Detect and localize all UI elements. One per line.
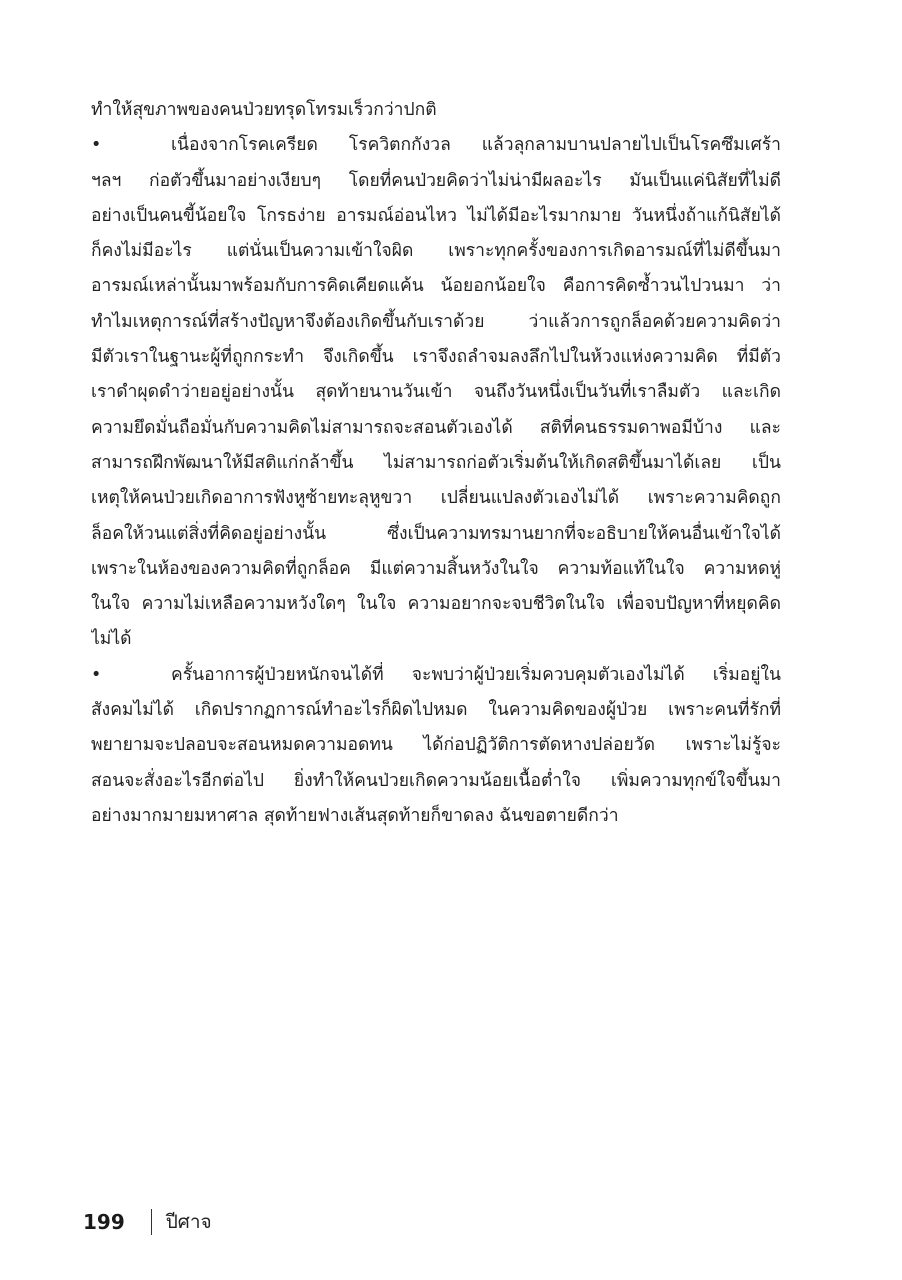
paragraph-1-line: มีตัวเราในฐานะผู้ที่ถูกกระทำ จึงเกิดขึ้น เราจึงถลำจมลงลึกไปในห้วงแห่งความคิด ที่มีตัว <box>91 347 781 368</box>
paragraph-2-line: พยายามจะปลอบจะสอนหมดความอดทน ได้ก่อปฏิวัติการตัดหางปล่อยวัด เพราะไม่รู้จะ <box>91 735 781 756</box>
paragraph-1-line: ก็คงไม่มีอะไร แต่นั่นเป็นความเข้าใจผิด เพราะทุกครั้งของการเกิดอารมณ์ที่ไม่ดีขึ้นมา <box>91 241 781 262</box>
bullet-icon: • <box>91 135 102 156</box>
paragraph-1-line: อย่างเป็นคนขี้น้อยใจ โกรธง่าย อารมณ์อ่อนไหว ไม่ได้มีอะไรมากมาย วันหนึ่งถ้าแก้นิสัยได้ <box>91 205 781 226</box>
paragraph-1-line: ทำไมเหตุการณ์ที่สร้างปัญหาจึงต้องเกิดขึ้นกับเราด้วย ว่าแล้วการถูกล็อคด้วยความคิดว่า <box>91 311 781 332</box>
paragraph-1-line: ความยึดมั่นถือมั่นกับความคิดไม่สามารถจะสอนตัวเองได้ สติที่คนธรรมดาพอมีบ้าง และ <box>91 417 781 438</box>
paragraph-2-first-line <box>91 658 781 693</box>
paragraph-1-line: ไม่ได้ <box>91 629 132 650</box>
body-text <box>91 93 781 834</box>
footer-divider <box>151 1209 152 1235</box>
paragraph-1-line: เราดำผุดดำว่ายอยู่อย่างนั้น สุดท้ายนานวันเข้า จนถึงวันหนึ่งเป็นวันที่เราลืมตัว และเกิด <box>91 382 781 403</box>
paragraph-1-line: ล็อคให้วนแต่สิ่งที่คิดอยู่อย่างนั้น ซึ่งเป็นความทรมานยากที่จะอธิบายให้คนอื่นเข้าใจได้ <box>91 523 781 544</box>
bullet-icon: • <box>91 664 102 685</box>
paragraph-1-line: เหตุให้คนป่วยเกิดอาการฟังหูซ้ายทะลุหูขวา เปลี่ยนแปลงตัวเองไม่ได้ เพราะความคิดถูก <box>91 488 781 509</box>
paragraph-1-first-line <box>91 128 781 163</box>
paragraph-1-line: ฯลฯ ก่อตัวขึ้นมาอย่างเงียบๆ โดยที่คนป่วยคิดว่าไม่น่ามีผลอะไร มันเป็นแค่นิสัยที่ไม่ดี <box>91 170 781 191</box>
intro-line: ทำให้สุขภาพของคนป่วยทรุดโทรมเร็วกว่าปกติ <box>91 100 437 120</box>
page-footer <box>83 1207 212 1237</box>
paragraph-1-line: ในใจ ความไม่เหลือความหวังใดๆ ในใจ ความอยากจะจบชีวิตในใจ เพื่อจบปัญหาที่หยุดคิด <box>91 594 781 615</box>
paragraph-1-lead-text: เนื่องจากโรคเครียด โรควิตกกังวล แล้วลุกลามบานปลายไปเป็นโรคซึมเศร้า <box>171 135 781 156</box>
paragraph-1-line: เพราะในห้องของความคิดที่ถูกล็อค มีแต่ความสิ้นหวังในใจ ความท้อแท้ในใจ ความหดหู่ <box>91 558 781 579</box>
running-title: ปีศาจ <box>165 1211 212 1233</box>
paragraph-2-lead-text: ครั้นอาการผู้ป่วยหนักจนได้ที่ จะพบว่าผู้ป่วยเริ่มควบคุมตัวเองไม่ได้ เริ่มอยู่ใน <box>171 664 781 685</box>
paragraph-2-line: สอนจะสั่งอะไรอีกต่อไป ยิ่งทำให้คนป่วยเกิดความน้อยเนื้อต่ำใจ เพิ่มความทุกข์ใจขึ้นมา <box>91 770 781 791</box>
paragraph-2-line: อย่างมากมายมหาศาล สุดท้ายฟางเส้นสุดท้ายก็ขาดลง ฉันขอตายดีกว่า <box>91 805 619 826</box>
page-number: 199 <box>83 1210 125 1234</box>
paragraph-2-line: สังคมไม่ได้ เกิดปรากฏการณ์ทำอะไรก็ผิดไปหมด ในความคิดของผู้ป่วย เพราะคนที่รักที่ <box>91 700 781 721</box>
paragraph-1-line: สามารถฝึกพัฒนาให้มีสติแก่กล้าขึ้น ไม่สามารถก่อตัวเริ่มต้นให้เกิดสติขึ้นมาได้เลย เป็น <box>91 452 781 473</box>
paragraph-1-line: อารมณ์เหล่านั้นมาพร้อมกับการคิดเคียดแค้น น้อยอกน้อยใจ คือการคิดซ้ำวนไปวนมา ว่า <box>91 276 781 297</box>
